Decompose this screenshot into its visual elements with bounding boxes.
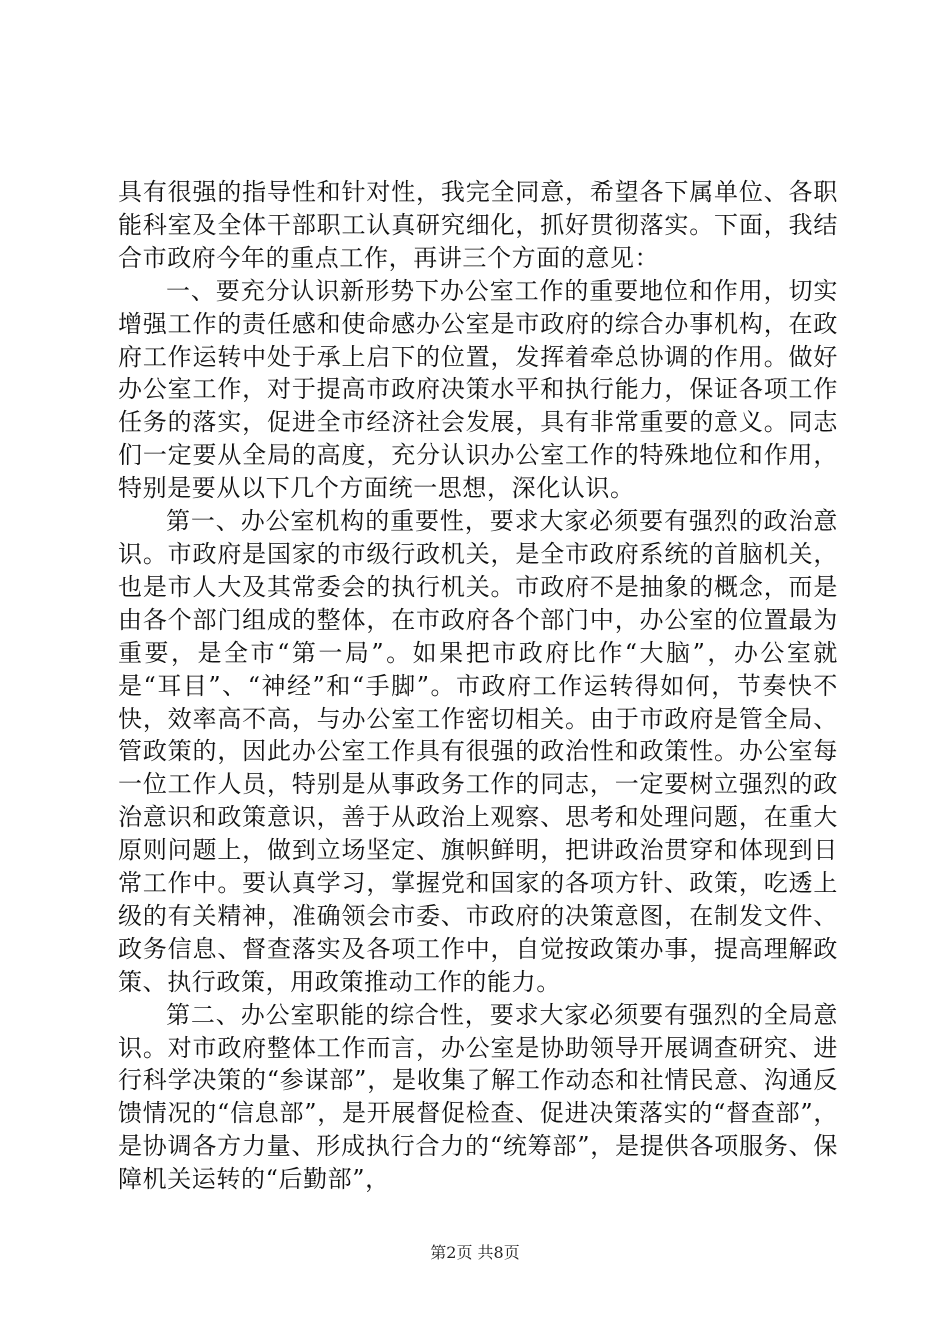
paragraph-2: 一、要充分认识新形势下办公室工作的重要地位和作用，切实增强工作的责任感和使命感办公室是市政府的综合办事机构，在政府工作运转中处于承上启下的位置，发挥着牵总协调的作用。做好办公室工作，对于提高市政府决策水平和执行能力，保证各项工作任务的落实，促进全市经济社会发展，具有非常重要的意义。同志们一定要从全局的高度，充分认识办公室工作的特殊地位和作用，特别是要从以下几个方面统一思想，深化认识。 <box>118 276 838 503</box>
paragraph-3: 第一、办公室机构的重要性，要求大家必须要有强烈的政治意识。市政府是国家的市级行政机关，是全市政府系统的首脑机关，也是市人大及其常委会的执行机关。市政府不是抽象的概念，而是由各个部门组成的整体，在市政府各个部门中，办公室的位置最为重要，是全市“第一局”。如果把市政府比作“大脑”，办公室就是“耳目”、“神经”和“手脚”。市政府工作运转得如何，节奏快不快，效率高不高，与办公室工作密切相关。由于市政府是管全局、管政策的，因此办公室工作具有很强的政治性和政策性。办公室每一位工作人员，特别是从事政务工作的同志，一定要树立强烈的政治意识和政策意识，善于从政治上观察、思考和处理问题，在重大原则问题上，做到立场坚定、旗帜鲜明，把讲政治贯穿和体现到日常工作中。要认真学习，掌握党和国家的各项方针、政策，吃透上级的有关精神，准确领会市委、市政府的决策意图，在制发文件、政务信息、督查落实及各项工作中，自觉按政策办事，提高理解政策、执行政策，用政策推动工作的能力。 <box>118 507 838 996</box>
document-body <box>118 176 838 1196</box>
paragraph-1: 具有很强的指导性和针对性，我完全同意，希望各下属单位、各职能科室及全体干部职工认真研究细化，抓好贯彻落实。下面，我结合市政府今年的重点工作，再讲三个方面的意见： <box>118 178 838 272</box>
paragraph-4: 第二、办公室职能的综合性，要求大家必须要有强烈的全局意识。对市政府整体工作而言，办公室是协助领导开展调查研究、进行科学决策的“参谋部”，是收集了解工作动态和社情民意、沟通反馈情况的“信息部”，是开展督促检查、促进决策落实的“督查部”，是协调各方力量、形成执行合力的“统筹部”，是提供各项服务、保障机关运转的“后勤部”， <box>118 1000 838 1194</box>
page-footer: 第2页 共8页 <box>430 1243 520 1262</box>
